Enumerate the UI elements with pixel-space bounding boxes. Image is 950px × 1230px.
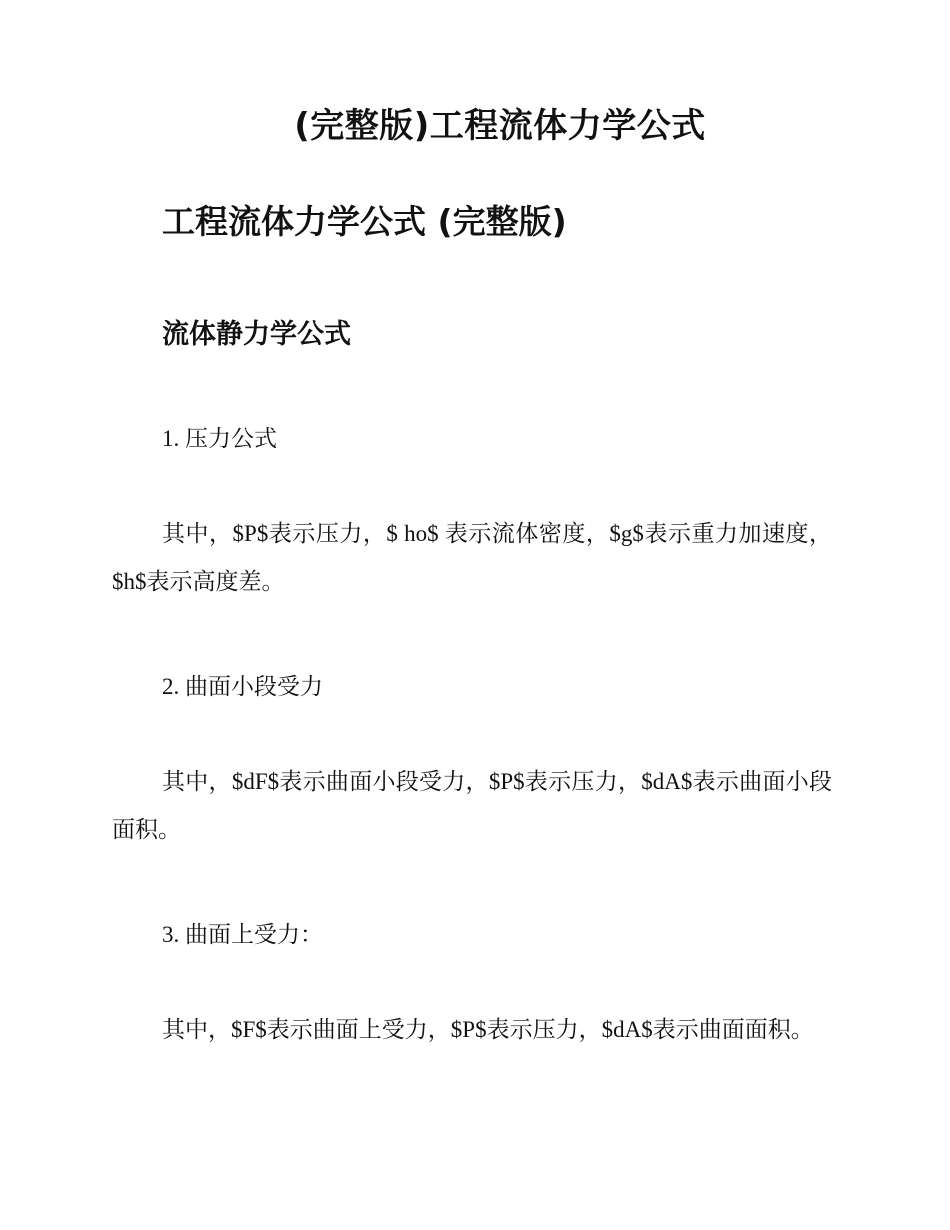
- document-subtitle: 工程流体力学公式 (完整版): [162, 202, 567, 241]
- item-heading-pressure: 1. 压力公式: [162, 426, 277, 451]
- document-title: (完整版)工程流体力学公式: [294, 106, 706, 146]
- item-explanation-surface-segment-force: 其中，$dF$表示曲面小段受力，$P$表示压力，$dA$表示曲面小段面积。: [112, 769, 832, 842]
- section-heading: 流体静力学公式: [162, 319, 351, 350]
- item-explanation-pressure: 其中，$P$表示压力，$ ho$ 表示流体密度，$g$表示重力加速度，$h$表示高度差。: [112, 521, 832, 594]
- item-heading-surface-force: 3. 曲面上受力：: [162, 922, 323, 947]
- item-heading-surface-segment-force: 2. 曲面小段受力: [162, 674, 323, 699]
- item-explanation-surface-force: 其中，$F$表示曲面上受力，$P$表示压力，$dA$表示曲面面积。: [162, 1017, 814, 1042]
